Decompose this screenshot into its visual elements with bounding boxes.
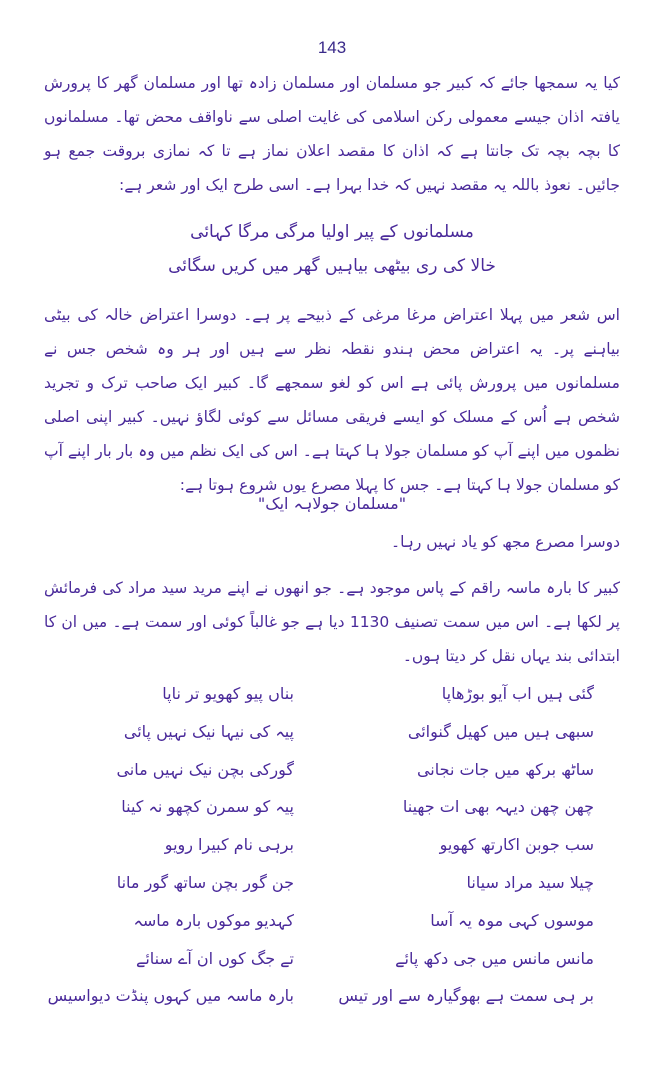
- paragraph-barah-masa: کبیر کا بارہ ماسہ راقم کے پاس موجود ہے۔ جو انھوں نے اپنے مرید سید مراد کی فرمائش پر لکھا ہے۔ اس میں سمت تصنیف 1130 دیا ہے جو غالباً کوئی اور سمت ہے۔ میں ان کا ابتدائی بند یہاں نقل کر دیتا ہوں۔: [44, 579, 620, 665]
- poem-line: چیلا سید مراد سیانا: [466, 872, 594, 892]
- poem-left-column: [47, 675, 294, 1015]
- poem-line: سبھی ہیں میں کھیل گنوائی: [407, 721, 594, 741]
- verse-line-2: خالا کی ری بیٹھی بیاہیں گھر میں کریں سگائی: [168, 256, 496, 276]
- page-number: 143: [317, 38, 347, 57]
- poem-line: گورکی بچن نیک نہیں مانی: [116, 759, 294, 779]
- verse-line-1: مسلمانوں کے پیر اولیا مرگی مرگا کہائی: [190, 222, 474, 242]
- poem-line: ساٹھ برکھ میں جات نجانی: [416, 759, 594, 779]
- verse-block: [0, 215, 664, 283]
- poem-line: سب جوبن اکارتھ کھویو: [439, 835, 594, 855]
- poem-line: موسوں کہی موہ یہ آسا: [430, 910, 594, 930]
- poem-line: مانس مانس میں جی دکھ پائے: [395, 948, 594, 968]
- poem-line: چھن چھن دیہہ بھی ات جھینا: [402, 797, 594, 817]
- paragraph-second-misra: دوسرا مصرع مجھ کو یاد نہیں رہا۔: [390, 533, 620, 551]
- poem-line: تے جگ کوں ان آے سنائے: [135, 948, 294, 968]
- poem-line: پیہ کی نیہا نیک نہیں پائی: [123, 721, 294, 741]
- paragraph-objection: اس شعر میں پہلا اعتراض مرغا مرغی کے ذبیحے پر ہے۔ دوسرا اعتراض خالہ کی بیٹی بیاہنے پر۔ یہ اعتراض محض ہندو نقطہ نظر سے ہیں اور ہر وہ شخص جس نے مسلمانوں میں پرورش پائی ہے اس کو لغو سمجھے گا۔ کبیر ایک صاحب ترک و تجرید شخص ہے اُس کے مسلک کو ایسے فریقی مسائل سے کوئی لگاؤ نہیں۔ کبیر اپنی اصلی نظموں میں اپنے آپ کو مسلمان جولا ہا کہتا ہے۔ اس کی ایک نظم میں وہ بار بار اپنے آپ کو مسلمان جولا ہا کہتا ہے۔ جس کا پہلا مصرع یوں شروع ہوتا ہے:: [44, 306, 620, 494]
- quote-line: "مسلمان جولاہہ ایک": [257, 494, 407, 513]
- poem-right-column: [338, 675, 594, 1015]
- poem-line: گئی ہیں اب آیو بوڑھاپا: [441, 684, 594, 703]
- paragraph-adhan: کیا یہ سمجھا جائے کہ کبیر جو مسلمان اور مسلمان زادہ تھا اور مسلمان گھر کا پرورش یافتہ اذان جیسے معمولی رکن اسلامی کی غایت اصلی سے ناواقف محض تھا۔ مسلمانوں کا بچہ بچہ تک جانتا ہے کہ اذان کا مقصد اعلان نماز ہے تا کہ نمازی بروقت جمع ہو جائیں۔ نعوذ باللہ یہ مقصد نہیں کہ خدا بہرا ہے۔ اسی طرح ایک اور شعر ہے:: [44, 74, 620, 194]
- poem-line: بارہ ماسہ میں کہوں پنڈت دیواسیس: [47, 986, 294, 1006]
- poem-line: بر ہی سمت ہے بھوگیارہ سے اور تیس: [338, 986, 594, 1006]
- poem-line: کہدیو موکوں بارہ ماسہ: [133, 910, 294, 930]
- poem-line: بناں پیو کھویو تر ناپا: [162, 684, 294, 703]
- poem-line: جن گور بچن ساتھ گور مانا: [116, 872, 294, 892]
- poem-line: پیہ کو سمرن کچھو نہ کینا: [121, 797, 294, 817]
- poem-line: برہی نام کبیرا رویو: [164, 835, 294, 855]
